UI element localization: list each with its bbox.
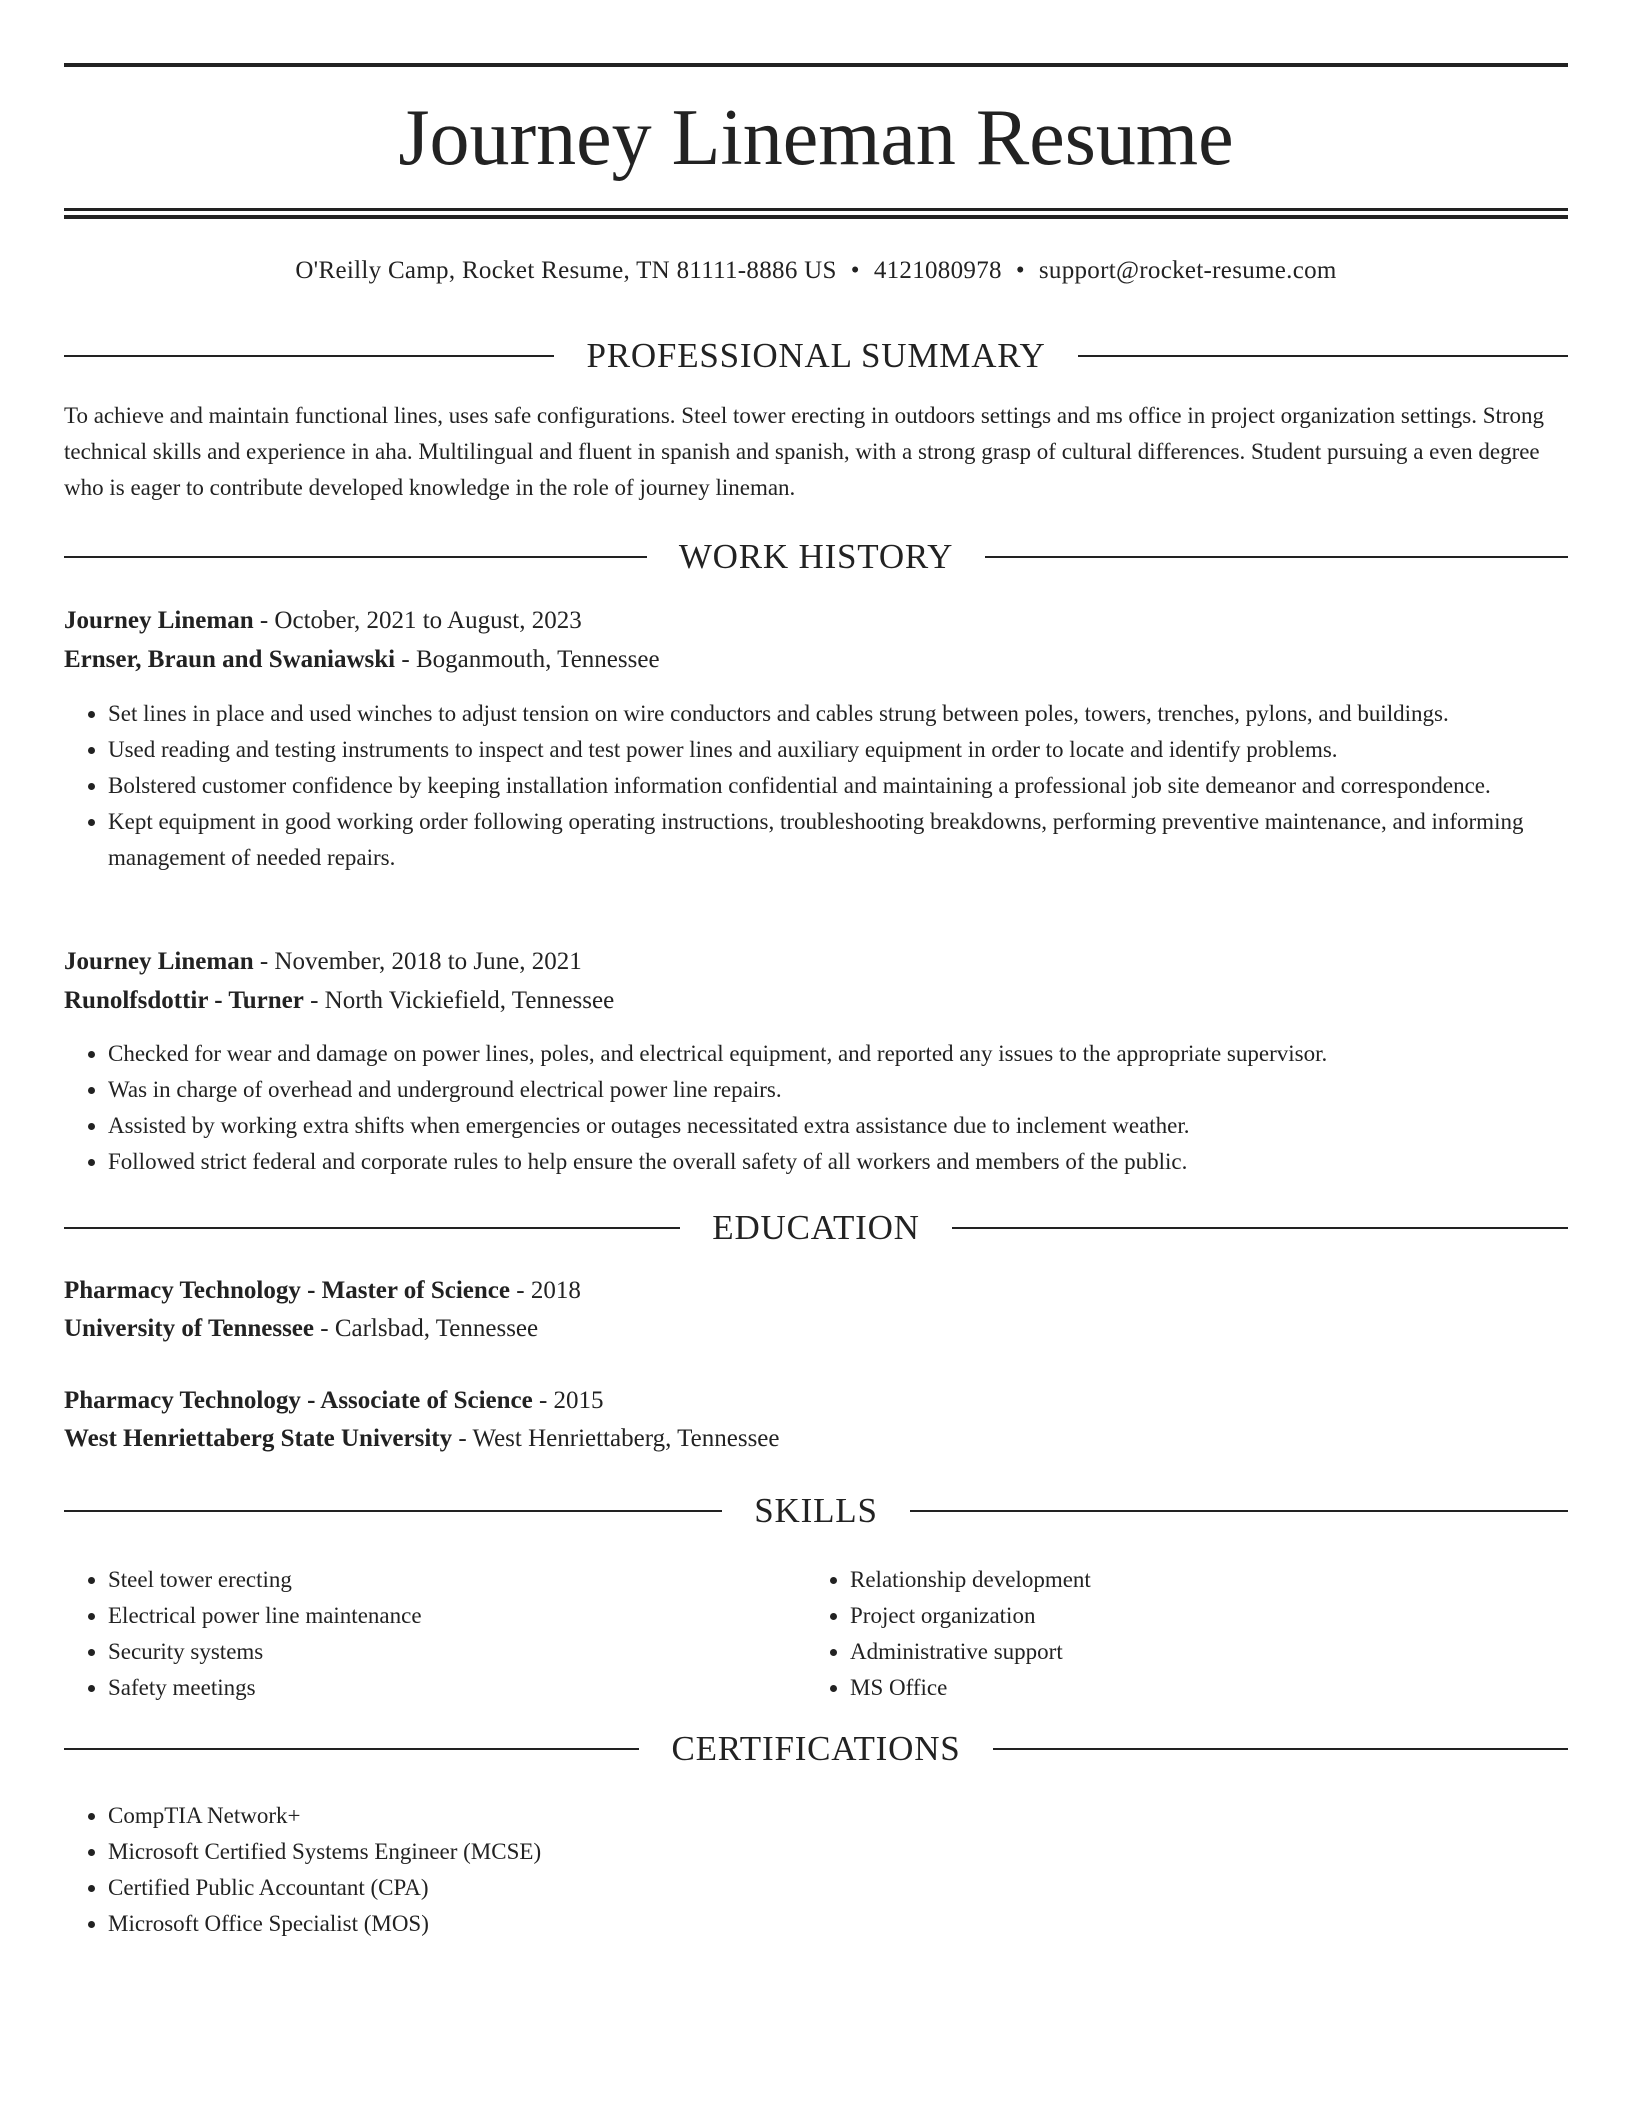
contact-email: support@rocket-resume.com	[1038, 257, 1337, 284]
heading-rule	[993, 1748, 1568, 1750]
list-item: • Project organization	[850, 1598, 1546, 1634]
section-title: CERTIFICATIONS	[671, 1729, 961, 1768]
certifications-list	[64, 1798, 1568, 1942]
job-bullet-list	[64, 1036, 1568, 1180]
job-dates: - October, 2021 to August, 2023	[259, 607, 582, 634]
education-degree: Pharmacy Technology - Master of Science	[64, 1277, 510, 1304]
job-company: Runolfsdottir - Turner	[64, 987, 304, 1014]
job-company: Ernser, Braun and Swaniawski	[64, 646, 396, 673]
education-location: - Carlsbad, Tennessee	[320, 1315, 539, 1342]
job-bullet-list	[64, 696, 1568, 876]
heading-rule	[952, 1227, 1568, 1229]
section-heading-certifications	[64, 1727, 1568, 1771]
education-school: University of Tennessee	[64, 1315, 314, 1342]
section-heading-work-history	[64, 535, 1568, 579]
list-item: • Microsoft Certified Systems Engineer (MCSE)	[108, 1834, 1568, 1870]
job-company-line	[64, 982, 1568, 1020]
heading-rule	[1078, 355, 1568, 357]
section-heading-skills	[64, 1489, 1568, 1533]
contact-line	[64, 253, 1568, 289]
job-dates: - November, 2018 to June, 2021	[259, 948, 582, 975]
education-year: - 2018	[516, 1277, 581, 1304]
list-item: • Security systems	[108, 1634, 804, 1670]
contact-address: O'Reilly Camp, Rocket Resume, TN 81111-8886 US	[295, 257, 837, 284]
list-item: • Checked for wear and damage on power lines, poles, and electrical equipment, and reported any issues to the appropriate supervisor.	[108, 1036, 1568, 1072]
job-location: - North Vickiefield, Tennessee	[310, 987, 615, 1014]
education-degree: Pharmacy Technology - Associate of Science	[64, 1387, 533, 1414]
list-item: • Safety meetings	[108, 1670, 804, 1706]
job-title: Journey Lineman	[64, 948, 254, 975]
heading-rule	[910, 1510, 1568, 1512]
section-title: WORK HISTORY	[678, 537, 954, 576]
list-item: • Bolstered customer confidence by keeping installation information confidential and maintaining a professional job site demeanor and correspondence.	[108, 768, 1568, 804]
list-item: • Steel tower erecting	[108, 1562, 804, 1598]
section-title: EDUCATION	[712, 1208, 920, 1247]
title-rule-upper	[64, 208, 1568, 211]
top-rule	[64, 63, 1568, 67]
job-title: Journey Lineman	[64, 607, 254, 634]
heading-rule	[64, 1748, 639, 1750]
list-item: • Relationship development	[850, 1562, 1546, 1598]
education-location: - West Henriettaberg, Tennessee	[458, 1425, 780, 1452]
education-degree-line	[64, 1272, 1568, 1310]
heading-rule	[64, 1227, 680, 1229]
job-location: - Boganmouth, Tennessee	[401, 646, 660, 673]
heading-rule	[64, 1510, 722, 1512]
section-heading-education	[64, 1206, 1568, 1250]
contact-separator: •	[1015, 257, 1025, 284]
list-item: • Electrical power line maintenance	[108, 1598, 804, 1634]
list-item: • Assisted by working extra shifts when emergencies or outages necessitated extra assistance due to inclement weather.	[108, 1108, 1568, 1144]
list-item: • MS Office	[850, 1670, 1546, 1706]
education-school: West Henriettaberg State University	[64, 1425, 453, 1452]
contact-separator: •	[850, 257, 860, 284]
list-item: • Certified Public Accountant (CPA)	[108, 1870, 1568, 1906]
education-year: - 2015	[538, 1387, 604, 1414]
list-item: • Kept equipment in good working order following operating instructions, troubleshooting breakdowns, performing preventive maintenance, and informing management of needed repairs.	[108, 804, 1568, 876]
list-item: • Administrative support	[850, 1634, 1546, 1670]
skills-list-left	[64, 1562, 804, 1706]
education-school-line	[64, 1420, 1568, 1458]
heading-rule	[985, 556, 1568, 558]
job-title-line	[64, 943, 1568, 981]
list-item: • Used reading and testing instruments to inspect and test power lines and auxiliary equipment in order to locate and identify problems.	[108, 732, 1568, 768]
skills-list-right	[806, 1562, 1546, 1706]
list-item: • Microsoft Office Specialist (MOS)	[108, 1906, 1568, 1942]
list-item: • Was in charge of overhead and underground electrical power line repairs.	[108, 1072, 1568, 1108]
summary-text: To achieve and maintain functional lines, uses safe configurations. Steel tower erecting in outdoors settings and ms office in project organization settings. Strong technical skills and experience in aha. Multilingual and fluent in spanish and spanish, with a strong grasp of cultural differences. Student pursuing a even degree who is eager to contribute developed knowledge in the role of journey lineman.	[64, 403, 1545, 500]
job-title-line	[64, 602, 1568, 640]
job-company-line	[64, 641, 1568, 679]
list-item: • Set lines in place and used winches to adjust tension on wire conductors and cables strung between poles, towers, trenches, pylons, and buildings.	[108, 696, 1568, 732]
section-title: SKILLS	[754, 1491, 878, 1530]
education-degree-line	[64, 1382, 1568, 1420]
education-school-line	[64, 1310, 1568, 1348]
section-heading-summary	[64, 334, 1568, 378]
list-item: • Followed strict federal and corporate rules to help ensure the overall safety of all workers and members of the public.	[108, 1144, 1568, 1180]
heading-rule	[64, 556, 647, 558]
section-title: PROFESSIONAL SUMMARY	[586, 336, 1046, 375]
contact-phone: 4121080978	[873, 257, 1002, 284]
list-item: • CompTIA Network+	[108, 1798, 1568, 1834]
heading-rule	[64, 355, 554, 357]
resume-title: Journey Lineman Resume	[398, 94, 1234, 182]
title-rule-lower	[64, 215, 1568, 219]
